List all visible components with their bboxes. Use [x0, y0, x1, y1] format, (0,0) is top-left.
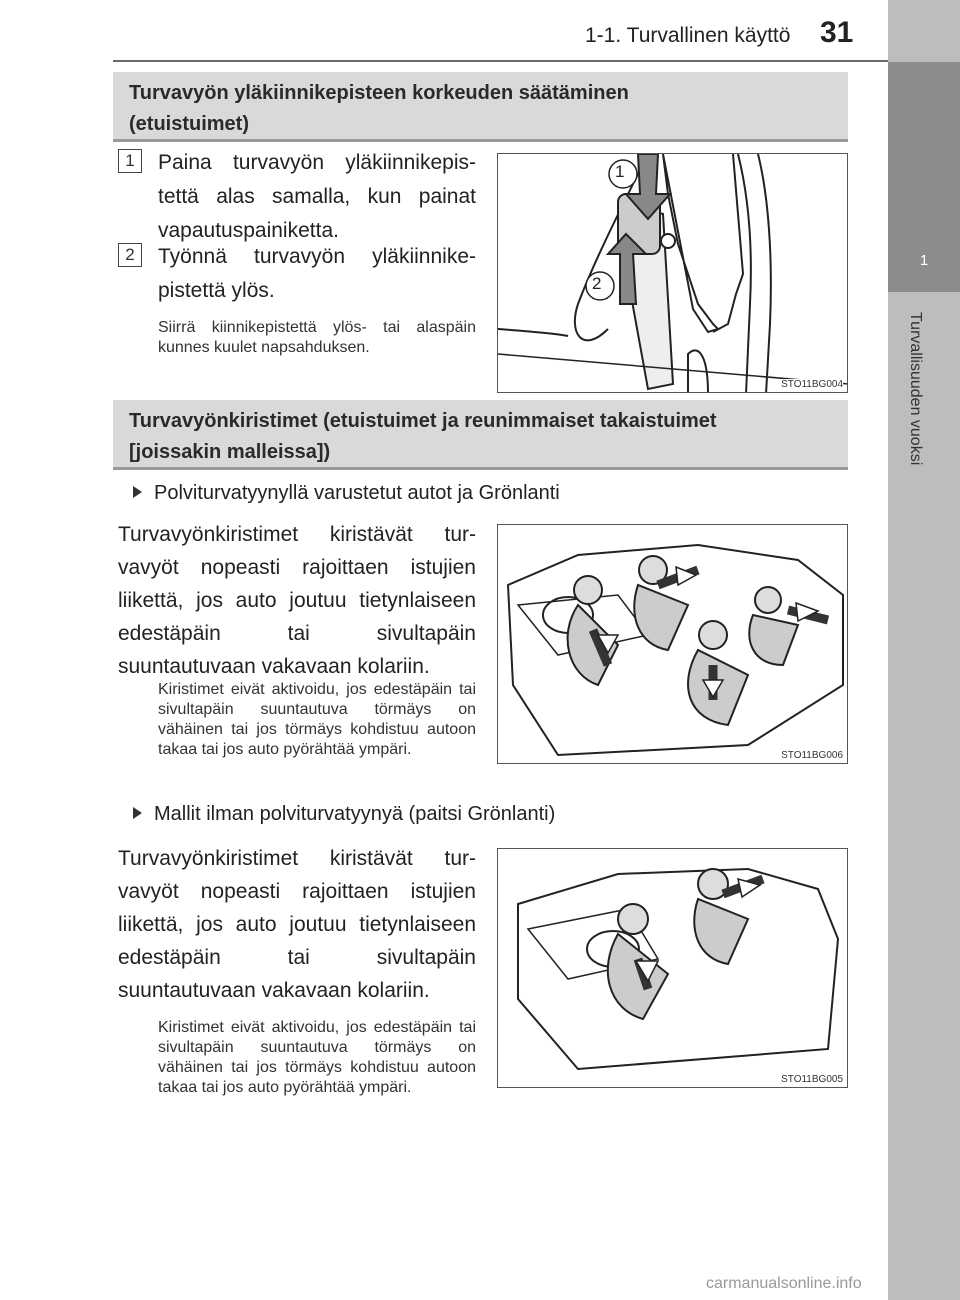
- section2-heading-line2: [joissakin malleissa]): [129, 441, 331, 463]
- section-heading-pretensioners: [113, 400, 848, 470]
- section2-heading-line1: Turvavyönkiristimet (etuistuimet ja reunimmaiset takaistuimet: [129, 410, 717, 432]
- subsection-a-title-text: Polviturvatyynyllä varustetut autot ja Grönlanti: [154, 482, 560, 504]
- pretensioner-illustration: [498, 525, 848, 764]
- callout-2: 2: [592, 274, 602, 293]
- bullet-triangle-icon: [133, 486, 142, 498]
- subsection-a-title: [133, 482, 560, 505]
- figure-seatbelt-anchor: [497, 153, 848, 393]
- section1-heading-line1: Turvavyön yläkiinnikepisteen korkeuden säätäminen: [129, 82, 629, 104]
- subsection-b-title-text: Mallit ilman polviturvatyynyä (paitsi Grönlanti): [154, 803, 556, 825]
- subsection-a-note: Kiristimet eivät aktivoidu, jos edestäpäin tai sivultapäin suuntautuva törmäys on vähäinen tai jos törmäys kohdistuu autoon takaa tai jos auto pyörähtää ympäri.: [158, 681, 476, 758]
- chapter-label: Turvallisuuden vuoksi: [907, 312, 924, 466]
- watermark: carmanualsonline.info: [706, 1275, 862, 1292]
- figure-code: STO11BG006: [781, 750, 843, 761]
- step-2-text: Työnnä turvavyön yläkiinnikepistettä ylös.: [158, 245, 476, 302]
- figure-pretensioners-no-knee-airbag: [497, 848, 848, 1088]
- section-heading-seatbelt-anchor: [113, 72, 848, 142]
- subsection-b-paragraph: Turvavyönkiristimet kiristävät turvavyöt nopeasti rajoittaen istujien liikettä, jos auto joutuu tietynlaiseen edestäpäin tai sivultapäin suuntautuvaan vakavaan kolariin.: [118, 847, 476, 1002]
- step-note: Siirrä kiinnikepistettä ylös- tai alaspäin kunnes kuulet napsahduksen.: [158, 319, 476, 356]
- pretensioner-illustration-b: [498, 849, 848, 1088]
- step-1-badge: 1: [118, 149, 142, 173]
- chapter-header-title: 1-1. Turvallinen käyttö: [585, 24, 791, 47]
- step-1-text: Paina turvavyön yläkiinnikepistettä alas samalla, kun painat vapautuspainiketta.: [158, 151, 476, 242]
- chapter-number: 1: [919, 252, 929, 269]
- bullet-triangle-icon: [133, 807, 142, 819]
- subsection-b-title: [133, 803, 555, 826]
- side-tab-chapter-block: [888, 62, 960, 292]
- seatbelt-anchor-illustration: [498, 154, 848, 393]
- figure-code: STO11BG005: [781, 1074, 843, 1085]
- step-2-badge: 2: [118, 243, 142, 267]
- callout-1: 1: [615, 162, 625, 181]
- section1-heading-line2: (etuistuimet): [129, 113, 249, 135]
- figure-code: STO11BG004: [781, 379, 843, 390]
- figure-pretensioners-knee-airbag: [497, 524, 848, 764]
- page-number: 31: [820, 16, 854, 49]
- subsection-a-paragraph: Turvavyönkiristimet kiristävät turvavyöt nopeasti rajoittaen istujien liikettä, jos auto joutuu tietynlaiseen edestäpäin tai sivultapäin suuntautuvaan vakavaan kolariin.: [118, 523, 476, 678]
- subsection-b-note: Kiristimet eivät aktivoidu, jos edestäpäin tai sivultapäin suuntautuva törmäys on vähäinen tai jos törmäys kohdistuu autoon takaa tai jos auto pyörähtää ympäri.: [158, 1019, 476, 1096]
- header-rule: [113, 60, 888, 62]
